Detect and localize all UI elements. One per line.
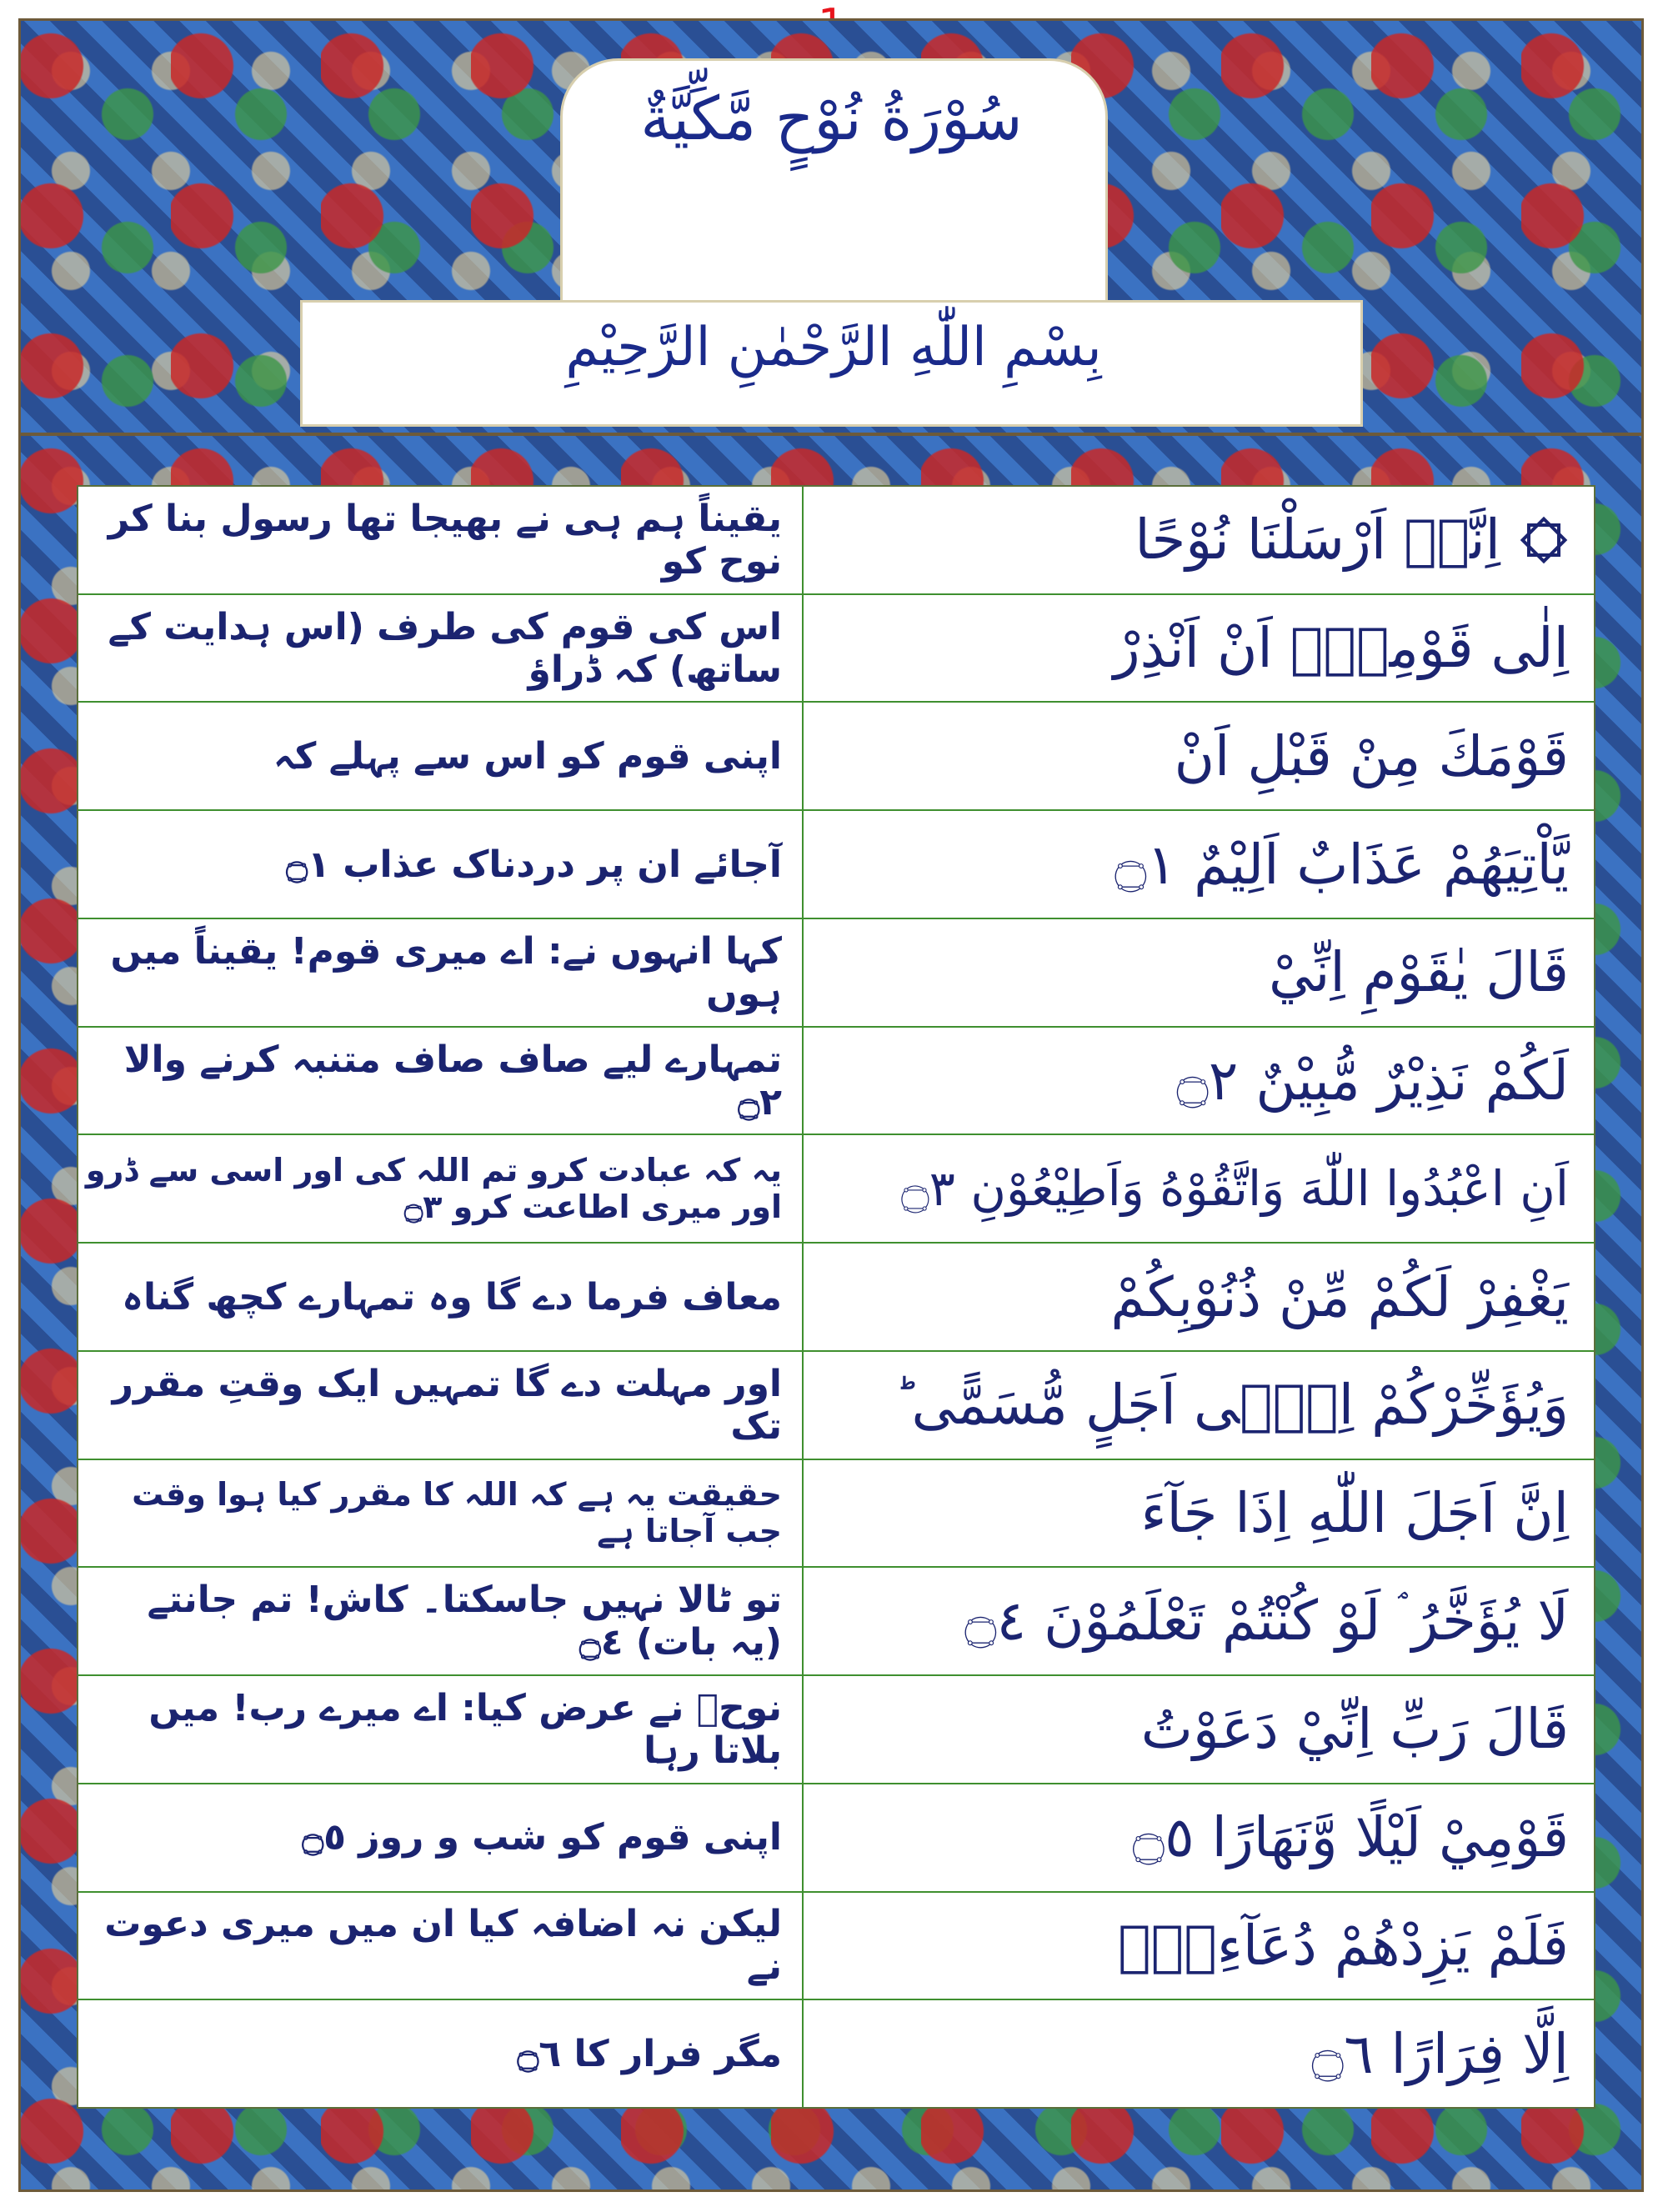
arabic-cell: لَكُمْ نَذِيْرٌ مُّبِيْنٌ ۝٢ (1176, 1048, 1569, 1114)
table-row (78, 1568, 1594, 1676)
table-row (78, 919, 1594, 1028)
arabic-cell: وَيُؤَخِّرْكُمْ اِلٰۤى اَجَلٍ مُّسَمًّى ؕ (894, 1373, 1569, 1438)
arabic-cell: اِنَّ اَجَلَ اللّٰهِ اِذَا جَآءَ (1140, 1480, 1569, 1545)
surah-title: سُوْرَةُ نُوْحٍ مَّكِّيَّةٌ (640, 83, 1023, 153)
arabic-cell: قَوْمَكَ مِنْ قَبْلِ اَنْ (1174, 723, 1569, 788)
translation-cell: اور مہلت دے گا تمہیں ایک وقتِ مقرر تک (78, 1352, 804, 1459)
arabic-cell: اِلَّا فِرَارًا ۝٦ (1311, 2021, 1569, 2086)
translation-cell: لیکن نہ اضافہ کیا ان میں میری دعوت نے (78, 1893, 804, 1999)
arabic-text: اِنَّاۤ اَرْسَلْنَا نُوْحًا (1135, 508, 1500, 573)
table-row (78, 595, 1594, 703)
translation-cell: کہا انہوں نے: اے میری قوم! یقیناً میں ہوں (78, 919, 804, 1026)
translation-cell: نوحؑ نے عرض کیا: اے میرے رب! میں بلاتا رہا (78, 1676, 804, 1783)
table-row (78, 1893, 1594, 2001)
arabic-cell: فَلَمْ يَزِدْهُمْ دُعَآءِيْۤ (1118, 1913, 1569, 1978)
translation-cell: تو ٹالا نہیں جاسکتا۔ کاش! تم جانتے (یہ بات) ۝٤ (78, 1568, 804, 1674)
translation-cell: اپنی قوم کو اس سے پہلے کہ (78, 703, 804, 809)
bismillah: بِسْمِ اللّٰهِ الرَّحْمٰنِ الرَّحِيْمِ (565, 317, 1102, 378)
table-row (78, 1135, 1594, 1244)
translation-cell: اس کی قوم کی طرف (اس ہدایت کے ساتھ) کہ ڈراؤ (78, 595, 804, 702)
table-row (78, 1784, 1594, 1893)
translation-cell: تمہارے لیے صاف صاف متنبہ کرنے والا ۝٢ (78, 1028, 804, 1134)
table-row (78, 1028, 1594, 1136)
table-row (78, 487, 1594, 595)
arabic-cell: لَا يُؤَخَّرُ ۘ لَوْ كُنْتُمْ تَعْلَمُوْنَ ۝٤ (964, 1588, 1569, 1653)
arabic-cell: اَنِ اعْبُدُوا اللّٰهَ وَاتَّقُوْهُ وَاَطِيْعُوْنِ ۝٣ (900, 1160, 1569, 1218)
translation-cell: یہ کہ عبادت کرو تم اللہ کی اور اسی سے ڈرو اور میری اطاعت کرو ۝٣ (78, 1135, 804, 1242)
translation-cell: مگر فرار کا ۝٦ (78, 2000, 804, 2107)
arabic-cell: يَغْفِرْ لَكُمْ مِّنْ ذُنُوْبِكُمْ (1110, 1264, 1569, 1329)
translation-cell: اپنی قوم کو شب و روز ۝٥ (78, 1784, 804, 1891)
verse-translation-table (77, 485, 1595, 2109)
translation-cell: معاف فرما دے گا وہ تمہارے کچھ گناہ (78, 1244, 804, 1350)
table-row (78, 1244, 1594, 1352)
translation-cell: آجائے ان پر دردناک عذاب ۝١ (78, 811, 804, 918)
table-row (78, 811, 1594, 919)
arabic-cell (804, 487, 1594, 593)
arabic-cell: قَالَ رَبِّ اِنِّيْ دَعَوْتُ (1140, 1697, 1569, 1762)
arabic-cell: قَالَ يٰقَوْمِ اِنِّيْ (1268, 940, 1569, 1005)
table-row (78, 1676, 1594, 1784)
ornament-icon (1519, 515, 1569, 565)
table-row (78, 1352, 1594, 1460)
table-row (78, 2000, 1594, 2107)
arabic-cell: اِلٰى قَوْمِهٖۤ اَنْ اَنْذِرْ (1113, 616, 1569, 681)
table-row (78, 703, 1594, 811)
arabic-cell: يَّاْتِيَهُمْ عَذَابٌ اَلِيْمٌ ۝١ (1115, 832, 1569, 897)
translation-cell: یقیناً ہم ہی نے بھیجا تھا رسول بنا کر نوح کو (78, 487, 804, 593)
arabic-cell: قَوْمِيْ لَيْلًا وَّنَهَارًا ۝٥ (1132, 1805, 1569, 1870)
translation-cell: حقیقت یہ ہے کہ اللہ کا مقرر کیا ہوا وقت جب آجاتا ہے (78, 1460, 804, 1567)
table-row (78, 1460, 1594, 1569)
